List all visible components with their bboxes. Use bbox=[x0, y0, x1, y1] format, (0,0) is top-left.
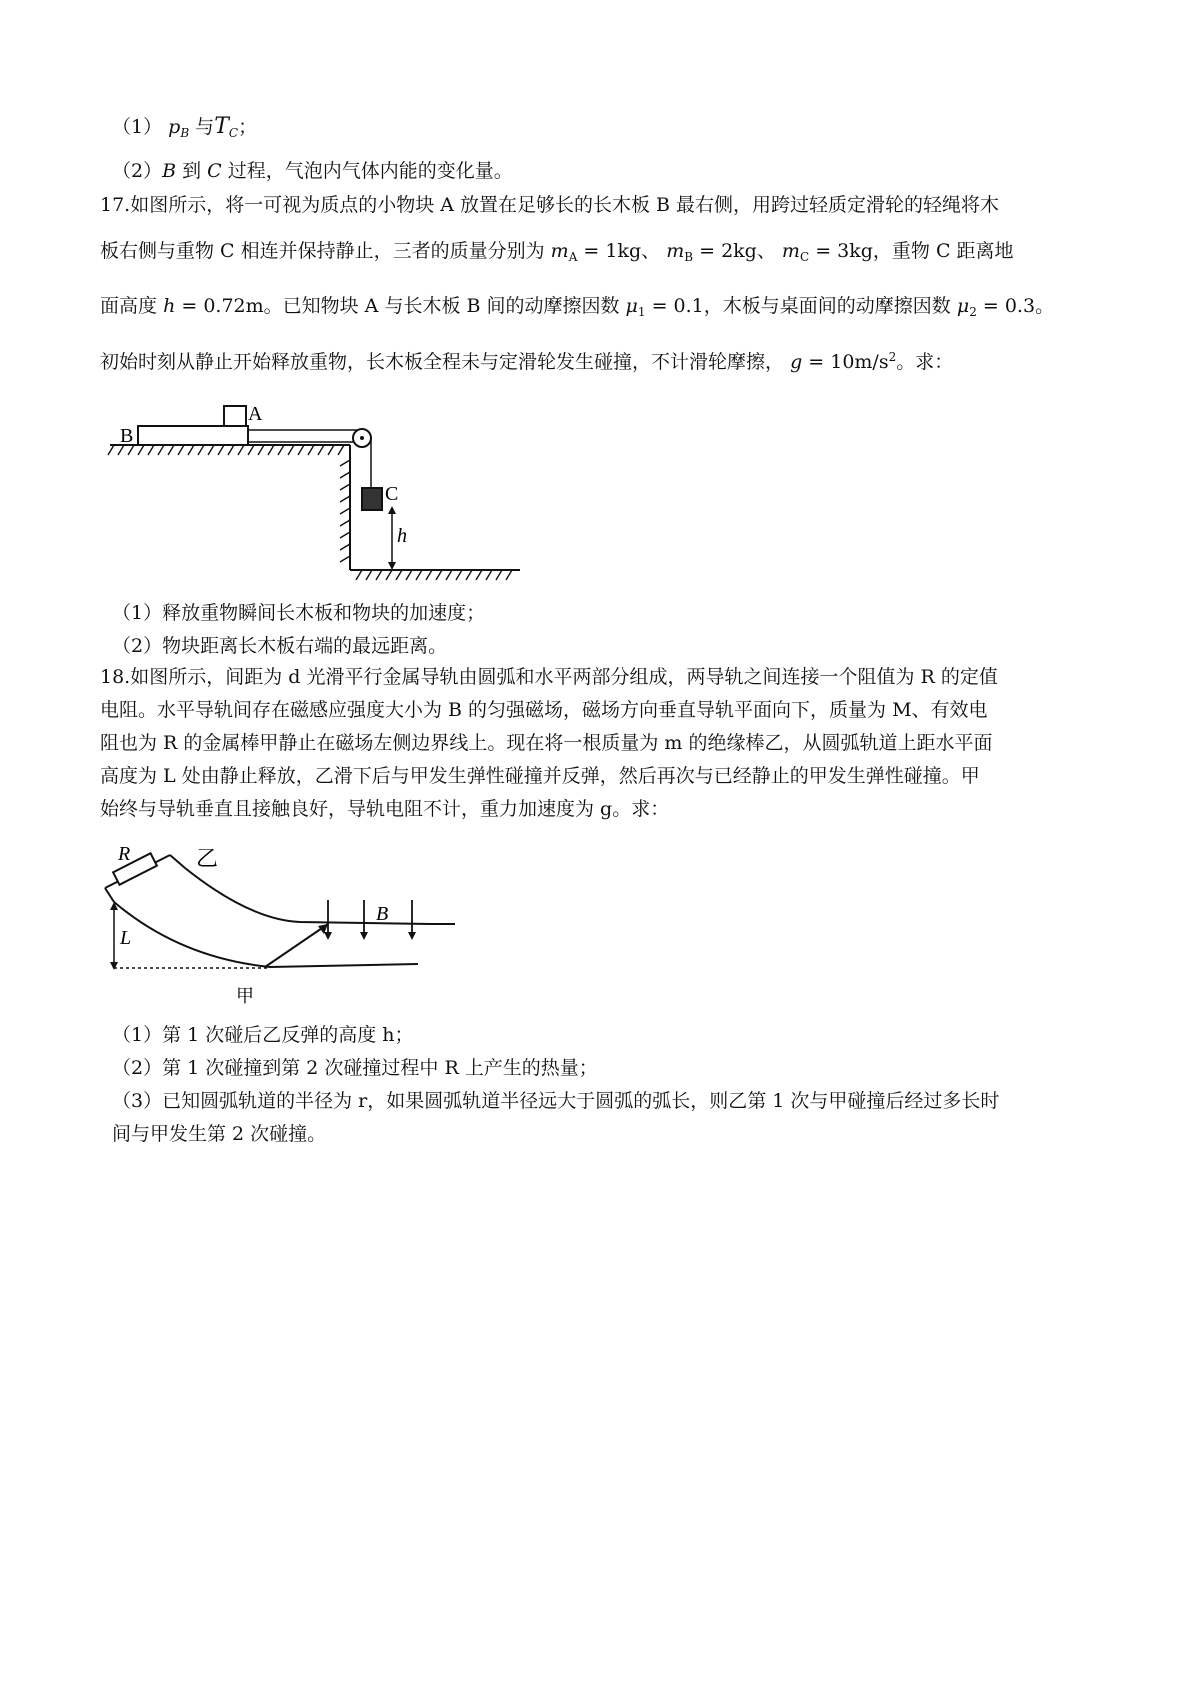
p18-line5: 始终与导轨垂直且接触良好，导轨电阻不计，重力加速度为 g。求： bbox=[100, 798, 670, 820]
p18-line4: 高度为 L 处由静止释放，乙滑下后与甲发生弹性碰撞并反弹，然后再次与已经静止的甲发生弹性碰撞。甲 bbox=[100, 765, 980, 787]
p17-sub1: （1）释放重物瞬间长木板和物块的加速度； bbox=[112, 602, 486, 624]
figure-block-pulley bbox=[100, 400, 540, 600]
prev-sub2: （2）B 到 C 过程，气泡内气体内能的变化量。 bbox=[112, 160, 513, 182]
p17-line4: 初始时刻从静止开始释放重物，长木板全程未与定滑轮发生碰撞，不计滑轮摩擦， $g = 10m/s^2$。求： bbox=[100, 350, 954, 373]
label-b: B bbox=[120, 425, 134, 447]
board-b bbox=[138, 426, 248, 445]
p18-sub1: （1）第 1 次碰后乙反弹的高度 h； bbox=[112, 1024, 414, 1046]
p17-line3: 面高度 h = 0.72m。已知物块 A 与长木板 B 间的动摩擦因数 $\mu_1 = 0.1$，木板与桌面间的动摩擦因数 $\mu_2 = 0.3$。 bbox=[100, 295, 1055, 319]
label-jia: 甲 bbox=[236, 986, 254, 1007]
label-h: h bbox=[397, 525, 407, 547]
p17-line1: 17.如图所示，将一可视为质点的小物块 A 放置在足够长的长木板 B 最右侧，用跨过轻质定滑轮的轻绳将木 bbox=[100, 194, 1000, 216]
p18-sub3b: 间与甲发生第 2 次碰撞。 bbox=[112, 1123, 327, 1145]
label-c: C bbox=[385, 483, 399, 505]
rod-jia bbox=[265, 924, 328, 967]
label-l: L bbox=[120, 927, 132, 949]
block-a bbox=[224, 406, 246, 426]
p18-sub2: （2）第 1 次碰撞到第 2 次碰撞过程中 R 上产生的热量； bbox=[112, 1057, 598, 1079]
p18-line2: 电阻。水平导轨间存在磁感应强度大小为 B 的匀强磁场，磁场方向垂直导轨平面向下，质量为 M、有效电 bbox=[100, 699, 988, 721]
weight-c bbox=[362, 488, 382, 510]
prev-sub1: （1） $p_B$ 与$T_C$； bbox=[112, 114, 258, 140]
figure-rails bbox=[100, 840, 480, 1015]
label-r: R bbox=[118, 843, 131, 865]
var-TC: $T_C$ bbox=[214, 114, 239, 140]
label-yi: 乙 bbox=[196, 847, 219, 872]
var-pB: $p_B$ bbox=[168, 116, 190, 140]
p17-sub2: （2）物块距离长木板右端的最远距离。 bbox=[112, 635, 448, 657]
label-b-field: B bbox=[376, 903, 389, 925]
p18-line1: 18.如图所示，间距为 d 光滑平行金属导轨由圆弧和水平两部分组成，两导轨之间连接一个阻值为 R 的定值 bbox=[100, 666, 998, 688]
p18-sub3a: （3）已知圆弧轨道的半径为 r，如果圆弧轨道半径远大于圆弧的弧长，则乙第 1 次与甲碰撞后经过多长时 bbox=[112, 1090, 1000, 1112]
p18-line3: 阻也为 R 的金属棒甲静止在磁场左侧边界线上。现在将一根质量为 m 的绝缘棒乙，从圆弧轨道上距水平面 bbox=[100, 732, 993, 754]
p17-line2: 板右侧与重物 C 相连并保持静止，三者的质量分别为 $m_A = 1kg$、 $m_B = 2kg$、 $m_C = 3kg$，重物 C 距离地 bbox=[100, 240, 1014, 264]
label-a: A bbox=[248, 403, 263, 425]
